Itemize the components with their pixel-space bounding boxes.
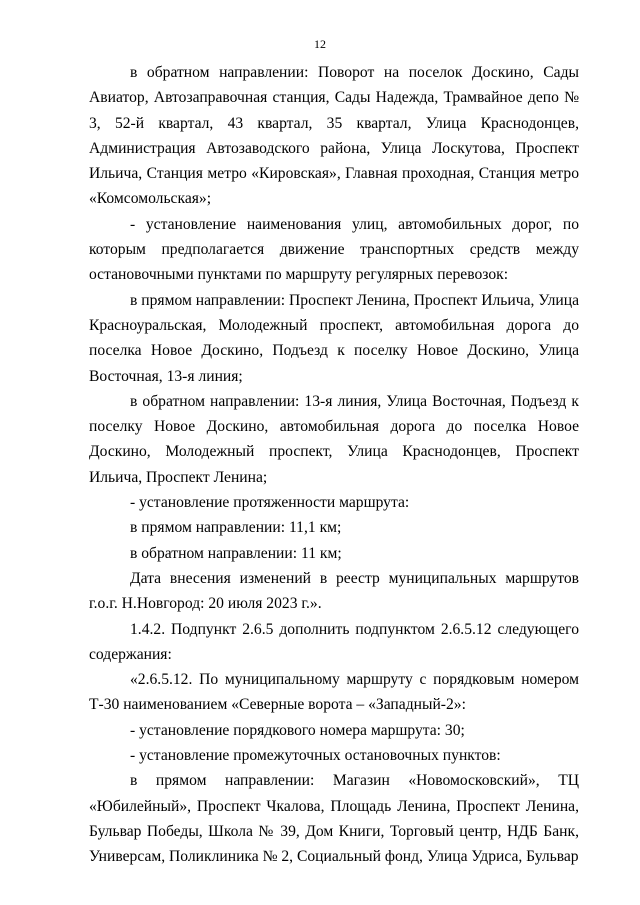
paragraph: в прямом направлении: 11,1 км; (130, 519, 342, 537)
paragraph: в прямом направлении: Магазин «Новомосковский», ТЦ «Юбилейный», Проспект Чкалова, Площадь Ленина, Проспект Ленина, Бульвар Победы, Школа № 39, Дом Книги, Торговый центр, НДБ Банк, Универсам, Поликлиника № 2, Социальный фонд, Улица Удриса, Бульвар (89, 772, 579, 866)
paragraph: - установление наименования улиц, автомобильных дорог, по которым предполагается движение транспортных средств между остановочными пунктами по маршруту регулярных перевозок: (89, 215, 579, 284)
paragraph: Дата внесения изменений в реестр муниципальных маршрутов г.о.г. Н.Новгород: 20 июля 2023 г.». (89, 569, 579, 613)
paragraph: - установление порядкового номера маршрута: 30; (130, 721, 465, 739)
paragraph: - установление промежуточных остановочных пунктов: (130, 747, 501, 765)
paragraph: в обратном направлении: Поворот на поселок Доскино, Сады Авиатор, Автозаправочная станция, Сады Надежда, Трамвайное депо № 3, 52-й квартал, 43 квартал, 35 квартал, Улица Краснодонцев, Администрация Автозаводского района, Улица Лоскутова, Проспект Ильича, Станция метро «Кировская», Главная проходная, Станция метро «Комсомольская»; (89, 64, 579, 208)
document-body (89, 60, 579, 870)
paragraph: 1.4.2. Подпункт 2.6.5 дополнить подпунктом 2.6.5.12 следующего содержания: (89, 620, 579, 663)
paragraph: «2.6.5.12. По муниципальному маршруту с порядковым номером Т-30 наименованием «Северные ворота – «Западный-2»: (89, 671, 579, 714)
paragraph: в обратном направлении: 11 км; (130, 544, 342, 562)
paragraph: - установление протяженности маршрута: (130, 494, 410, 512)
paragraph: в прямом направлении: Проспект Ленина, Проспект Ильича, Улица Красноуральская, Молодежный проспект, автомобильная дорога до поселка Новое Доскино, Подъезд к поселку Новое Доскино, Улица Восточная, 13-я линия; (89, 291, 579, 385)
page-number: 12 (314, 37, 326, 51)
paragraph: в обратном направлении: 13-я линия, Улица Восточная, Подъезд к поселку Новое Доскино, автомобильная дорога до поселка Новое Доскино, Молодежный проспект, Улица Краснодонцев, Проспект Ильича, Проспект Ленина; (89, 392, 579, 486)
